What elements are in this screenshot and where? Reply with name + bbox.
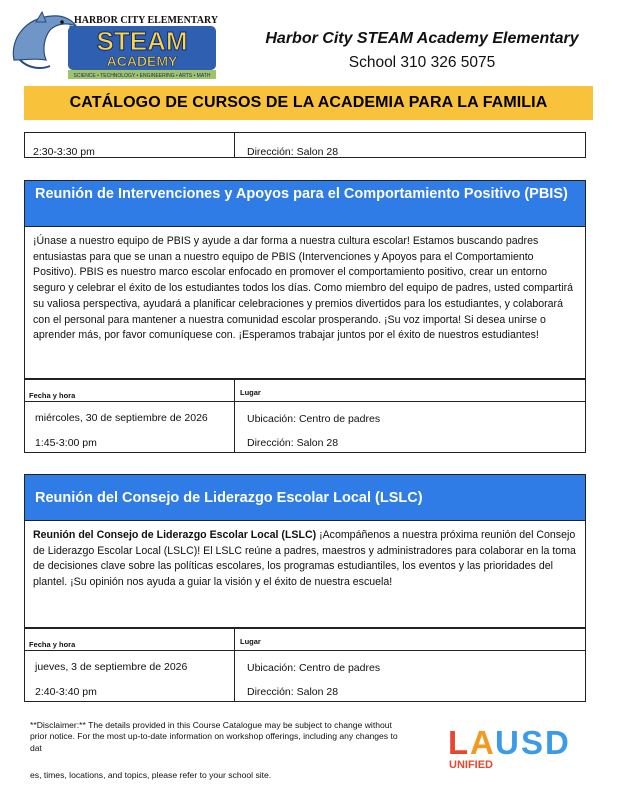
pbis-title: Reunión de Intervenciones y Apoyos para el Comportamiento Positivo (PBIS) [24, 180, 586, 227]
lslc-direction: Dirección: Salon 28 [247, 686, 339, 698]
lslc-title: Reunión del Consejo de Liderazgo Escolar Local (LSLC) [24, 474, 586, 521]
logo-sub-text: ACADEMY [106, 53, 178, 69]
pbis-date-cell [25, 380, 235, 452]
pbis-date-label: Fecha y hora [29, 391, 76, 400]
lslc-location: Ubicación: Centro de padres [247, 662, 381, 674]
lausd-letter-s: S [521, 724, 544, 761]
pbis-location: Ubicación: Centro de padres [247, 413, 381, 425]
school-phone: School 310 326 5075 [348, 54, 496, 71]
lausd-letter-u: U [495, 724, 519, 761]
logo-top-text: HARBOR CITY ELEMENTARY [73, 15, 218, 26]
lslc-description-bold: Reunión del Consejo de Liderazgo Escolar Local (LSLC) [33, 529, 317, 541]
lslc-description [24, 521, 586, 628]
pbis-place-cell [235, 380, 585, 452]
pbis-description: ¡Únase a nuestro equipo de PBIS y ayude a dar forma a nuestra cultura escolar! Estamos buscando padres entusiastas para que se unan a nuestro equipo de PBIS (Intervenciones y Apoyos para el Comportamiento Positivo). PBIS es nuestro marco escolar enfocado en promover el comportamiento positivo, crear un entorno seguro y celebrar el éxito de los estudiantes todos los días. Como miembro del equipo de padres, usted compartirá su valiosa perspectiva, ayudará a planificar celebraciones y premios divertidos para los estudiantes, y colaborará con el personal para mantener a nuestra comunidad escolar prosperando. ¡Su voz importa! Si desea unirse o aprender más, por favor comuníquese con. ¡Esperamos trabajar juntos por el éxito de nuestros estudiantes! [24, 227, 586, 379]
disclaimer-continuation: es, times, locations, and topics, please refer to your school site. [30, 770, 272, 780]
lslc-place-label: Lugar [240, 637, 261, 646]
lslc-date-label: Fecha y hora [29, 640, 76, 649]
lausd-sub: UNIFIED [449, 759, 493, 771]
disclaimer: **Disclaimer:** The details provided in this Course Catalogue may be subject to change without prior notice. For the most up-to-date information on workshop offerings, including any changes to dat [30, 720, 398, 753]
school-logo [6, 10, 218, 82]
prev-course-time: 2:30-3:30 pm [33, 146, 95, 158]
lausd-letter-l: L [448, 724, 469, 761]
logo-ribbon-text: SCIENCE • TECHNOLOGY • ENGINEERING • ARTS • MATH [73, 73, 211, 79]
lausd-letter-a: A [470, 724, 494, 761]
prev-course-time-cell [25, 133, 235, 157]
prev-course-direction: Dirección: Salon 28 [247, 146, 339, 158]
lausd-letter-d: D [545, 724, 569, 761]
lslc-description-text: ¡Acompáñenos a nuestra próxima reunión del Consejo de Liderazgo Escolar Local (LSLC)! El LSLC reúne a padres, maestros y administradores para colaborar en la toma de decisiones clave sobre las políticas escolares, los programas estudiantiles, los eventos y las prioridades del plantel. ¡Su opinión nos ayuda a guiar la visión y el éxito de nuestra escuela! [33, 529, 576, 589]
lausd-logo [448, 722, 588, 774]
logo-main-text: STEAM [96, 26, 188, 56]
pbis-direction: Dirección: Salon 28 [247, 437, 339, 449]
pbis-place-label: Lugar [240, 388, 261, 397]
catalog-title: CATÁLOGO DE CURSOS DE LA ACADEMIA PARA LA FAMILIA [69, 94, 548, 111]
catalog-banner [24, 86, 593, 120]
lslc-date: jueves, 3 de septiembre de 2026 [35, 661, 188, 673]
prev-course-row [24, 132, 586, 158]
lslc-date-cell [25, 629, 235, 701]
school-name: Harbor City STEAM Academy Elementary [265, 30, 579, 47]
prev-course-direction-cell [235, 133, 585, 157]
lslc-details [24, 628, 586, 702]
lslc-time: 2:40-3:40 pm [35, 686, 97, 698]
pbis-time: 1:45-3:00 pm [35, 437, 97, 449]
pbis-details [24, 379, 586, 453]
lslc-place-cell [235, 629, 585, 701]
pbis-date: miércoles, 30 de septiembre de 2026 [35, 412, 208, 424]
